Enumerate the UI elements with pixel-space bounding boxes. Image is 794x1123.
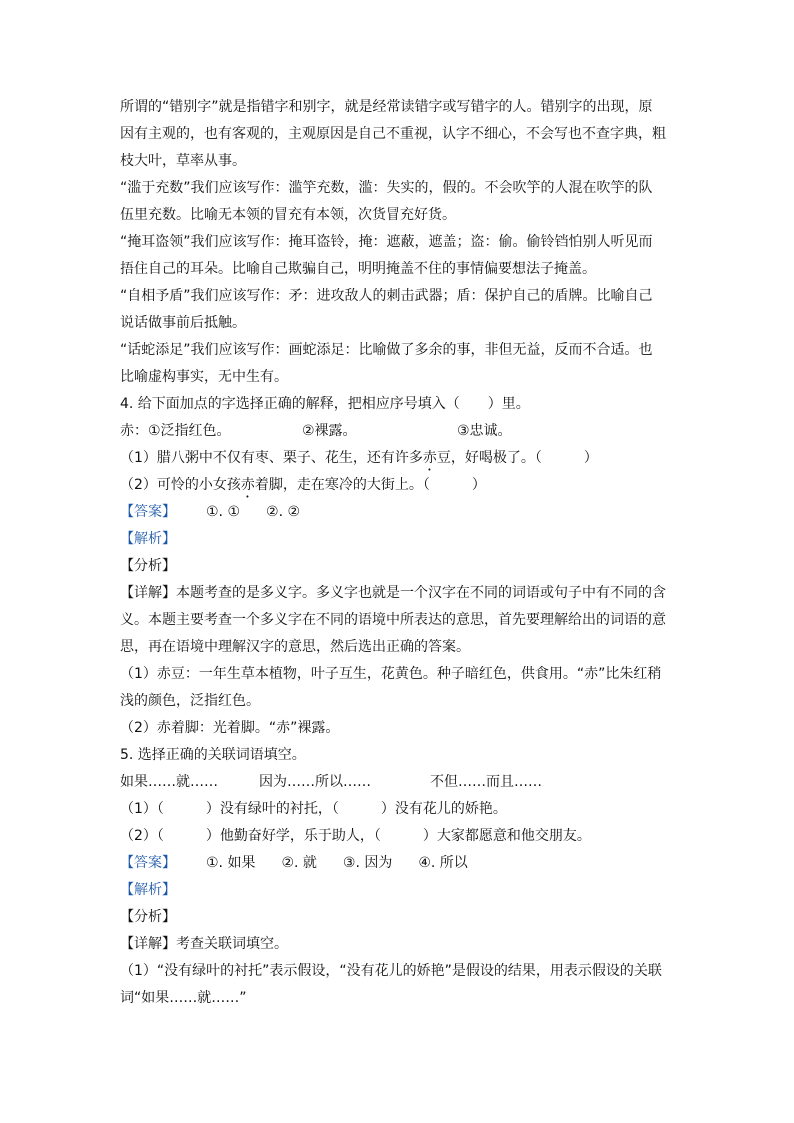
- detail-line: （1）“没有绿叶的衬托”表示假设，“没有花儿的娇艳”是假设的结果，用表示假设的关联: [120, 963, 662, 979]
- detail-line: （2）赤着脚：光着脚。“赤”裸露。: [120, 720, 340, 736]
- answer-item: ①. ①: [206, 504, 241, 520]
- question-5-options: [120, 769, 682, 796]
- text-line: “话蛇添足”我们应该写作：画蛇添足：比喻做了多余的事，非但无益，反而不合适。也: [120, 342, 653, 358]
- question-5-item-1: （1）（ ）没有绿叶的衬托，（ ）没有花儿的娇艳。: [120, 801, 507, 817]
- option-2: 因为……所以……: [259, 774, 371, 790]
- text-line: “掩耳盗领”我们应该写作：掩耳盗铃，掩：遮蔽，遮盖；盗：偷。偷铃铛怕别人听见而: [120, 234, 653, 250]
- answer-item: ③. 因为: [342, 855, 393, 871]
- question-4-item-2: （2）可怜的小女孩赤着脚，走在寒冷的大街上。（ ）: [120, 477, 486, 493]
- text-line: 说话做事前后抵触。: [120, 315, 246, 331]
- option-2: ②裸露。: [302, 423, 357, 439]
- answer-item: ④. 所以: [418, 855, 468, 871]
- analysis-tag: 【解析】: [120, 531, 176, 547]
- answer-item: ①. 如果: [206, 855, 256, 871]
- question-5-stem: 5. 选择正确的关联词语填空。: [120, 747, 306, 763]
- answer-item: ②. ②: [266, 504, 301, 520]
- option-3: ③忠诚。: [457, 423, 512, 439]
- dotted-char: 赤: [240, 477, 255, 493]
- dotted-char: 赤: [422, 450, 437, 466]
- text-line: 因有主观的，也有客观的，主观原因是自己不重视，认字不细心，不会写也不查字典，粗: [120, 126, 666, 142]
- question-4-item-1: （1）腊八粥中不仅有枣、栗子、花生，还有许多赤豆，好喝极了。（ ）: [120, 450, 598, 466]
- option-1: ①泛指红色。: [148, 423, 231, 439]
- detail-line: 词“如果……就……”: [120, 990, 247, 1006]
- text-line: “滥于充数”我们应该写作：滥竽充数，滥：失实的，假的。不会吹竽的人混在吹竽的队: [120, 180, 653, 196]
- option-3: 不但……而且……: [430, 774, 542, 790]
- text-line: 捂住自己的耳朵。比喻自己欺骗自己，明明掩盖不住的事情偏要想法子掩盖。: [120, 261, 596, 277]
- question-5-item-2: （2）（ ）他勤奋好学，乐于助人，（ ）大家都愿意和他交朋友。: [120, 828, 591, 844]
- detail-line: 思，再在语境中理解汉字的意思，然后选出正确的答案。: [120, 639, 470, 655]
- question-4-options: [120, 418, 682, 445]
- detail-line: 【详解】本题考查的是多义字。多义字也就是一个汉字在不同的词语或句子中有不同的含: [120, 585, 666, 601]
- fenxi-tag: 【分析】: [120, 909, 176, 925]
- detail-line: 义。本题主要考查一个多义字在不同的语境中所表达的意思，首先要理解给出的词语的意: [120, 612, 666, 628]
- detail-tag: 【详解】: [120, 936, 176, 952]
- fenxi-tag: 【分析】: [120, 558, 176, 574]
- text-line: 所谓的“错别字”就是指错字和别字，就是经常读错字或写错字的人。错别字的出现，原: [120, 99, 653, 115]
- text-line: 伍里充数。比喻无本领的冒充有本领，次货冒充好货。: [120, 207, 456, 223]
- option-1: 如果……就……: [120, 774, 218, 790]
- detail-line: 【详解】考查关联词填空。: [120, 936, 288, 952]
- text-line: 比喻虚构事实，无中生有。: [120, 369, 288, 385]
- question-4-stem: 4. 给下面加点的字选择正确的解释，把相应序号填入（ ）里。: [120, 396, 530, 412]
- answer-tag: 【答案】: [120, 855, 176, 871]
- options-prefix: 赤：: [120, 423, 148, 439]
- question-5-answer: [120, 850, 682, 877]
- question-4-answer: [120, 499, 682, 526]
- document-content: [120, 94, 682, 1012]
- text-line: 枝大叶，草率从事。: [120, 153, 246, 169]
- detail-line: （1）赤豆：一年生草本植物，叶子互生，花黄色。种子暗红色，供食用。“赤”比朱红稍: [120, 666, 662, 682]
- detail-line: 浅的颜色，泛指红色。: [120, 693, 260, 709]
- text-line: “自相予盾”我们应该写作：矛：进攻敌人的刺击武器；盾：保护自己的盾牌。比喻自己: [120, 288, 653, 304]
- answer-item: ②. 就: [281, 855, 317, 871]
- detail-tag: 【详解】: [120, 585, 176, 601]
- analysis-tag: 【解析】: [120, 882, 176, 898]
- answer-tag: 【答案】: [120, 504, 176, 520]
